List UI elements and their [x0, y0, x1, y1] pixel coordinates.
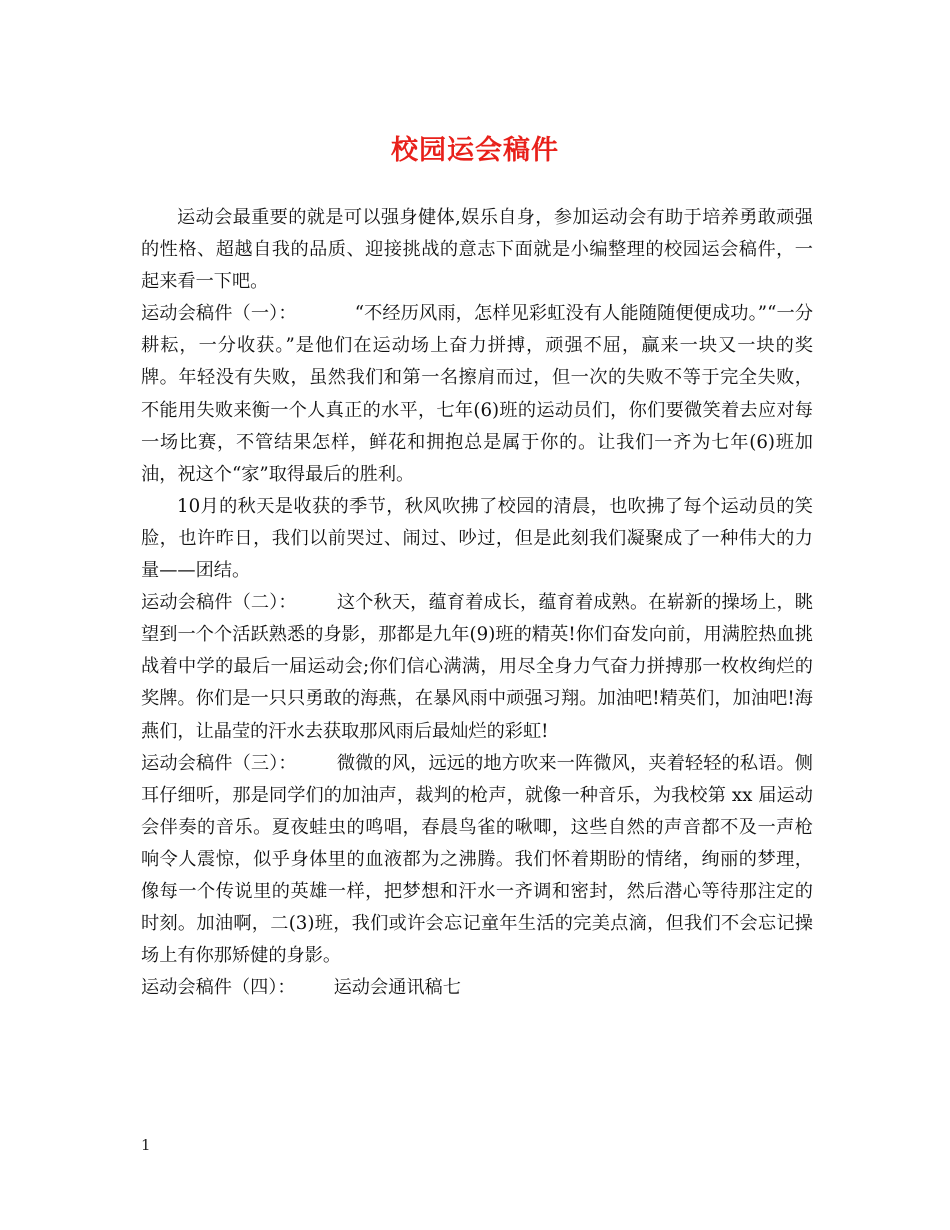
article-two-label: 运动会稿件（二）：: [141, 592, 297, 614]
page-number: 1: [141, 1136, 151, 1154]
article-three-paragraph: [141, 748, 813, 973]
article-three-text: 微微的风，远远的地方吹来一阵微风，夹着轻轻的私语。侧耳仔细听，那是同学们的加油声，裁判的枪声，就像一种音乐，为我校第 xx 届运动会伴奏的音乐。夏夜蛙虫的鸣唱，春晨鸟雀的啾唧，这些自然的声音都不及一声枪响令人震惊，似乎身体里的血液都为之沸腾。我们怀着期盼的情绪，绚丽的梦理，像每一个传说里的英雄一样，把梦想和汗水一齐调和密封，然后潜心等待那注定的时刻。加油啊，二(3)班，我们或许会忘记童年生活的完美点滴，但我们不会忘记操场上有你那矫健的身影。: [141, 752, 813, 967]
document-title: 校园运会稿件: [391, 135, 559, 166]
document-body: [141, 202, 813, 1004]
article-one-text: “不经历风雨，怎样见彩虹没有人能随随便便成功。”“一分耕耘，一分收获。”是他们在运动场上奋力拼搏，顽强不屈，赢来一块又一块的奖牌。年轻没有失败，虽然我们和第一名擦肩而过，但一次的失败不等于完全失败，不能用失败来衡一个人真正的水平，七年(6)班的运动员们，你们要微笑着去应对每一场比赛，不管结果怎样，鲜花和拥抱总是属于你的。让我们一齐为七年(6)班加油，祝这个“家”取得最后的胜利。: [141, 303, 814, 485]
intro-paragraph: 运动会最重要的就是可以强身健体,娱乐自身，参加运动会有助于培养勇敢顽强的性格、超越自我的品质、迎接挑战的意志下面就是小编整理的校园运会稿件，一起来看一下吧。: [141, 207, 813, 293]
article-four-text: 运动会通讯稿七: [333, 977, 461, 999]
article-three-label: 运动会稿件（三）：: [141, 752, 297, 774]
october-paragraph: 10月的秋天是收获的季节，秋风吹拂了校园的清晨，也吹拂了每个运动员的笑脸，也许昨日，我们以前哭过、闹过、吵过，但是此刻我们凝聚成了一种伟大的力量——团结。: [141, 495, 813, 582]
article-one-label: 运动会稿件（一）：: [141, 303, 297, 325]
article-four-paragraph: [141, 972, 813, 1004]
article-four-label: 运动会稿件（四）：: [141, 977, 296, 999]
article-two-paragraph: [141, 587, 813, 747]
article-one-paragraph: [141, 298, 813, 491]
article-two-text: 这个秋天，蕴育着成长，蕴育着成熟。在崭新的操场上，眺望到一个个活跃熟悉的身影，那都是九年(9)班的精英!你们奋发向前，用满腔热血挑战着中学的最后一届运动会;你们信心满满，用尽全身力气奋力拼搏那一枚枚绚烂的奖牌。你们是一只只勇敢的海燕，在暴风雨中顽强习翔。加油吧!精英们，加油吧!海燕们，让晶莹的汗水去获取那风雨后最灿烂的彩虹!: [141, 592, 813, 742]
